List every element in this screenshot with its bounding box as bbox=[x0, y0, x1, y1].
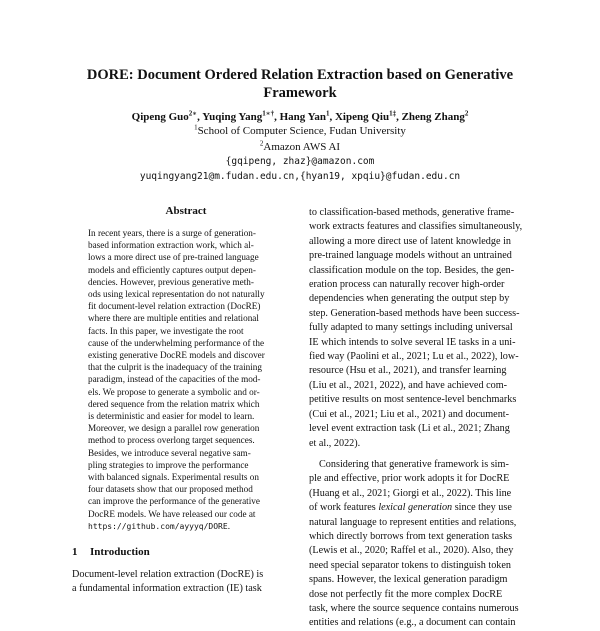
body-line: natural language to represent entities and relations, bbox=[309, 516, 517, 528]
code-link[interactable]: https://github.com/ayyyq/DORE bbox=[88, 521, 228, 531]
body-line: allowing a more direct use of latent knowledge in bbox=[309, 235, 511, 247]
author-list: Qipeng Guo$^{2∗}$, Yuqing Yang$^{1∗\dagger}$, Hang Yan$^1$, Xipeng Qiu$^{1\ddagger}$, Zheng Zhang$^2$ bbox=[131, 109, 469, 123]
title-line-2: Framework bbox=[263, 85, 337, 101]
intro-line: Document-level relation extraction (DocRE) is bbox=[72, 569, 264, 580]
abstract-line: dered sequence from the relation matrix which bbox=[88, 398, 260, 409]
affiliation-mark: 1 bbox=[194, 123, 198, 132]
abstract-line: pling strategies to improve the performance bbox=[88, 459, 249, 470]
abstract-line: Moreover, we design a parallel row generation bbox=[88, 423, 260, 434]
abstract-line: paradigm, instead of the capacities of the mod- bbox=[88, 374, 261, 385]
abstract-line: Besides, we introduce several negative sam- bbox=[88, 447, 251, 458]
abstract-line: In recent years, there is a surge of generation- bbox=[88, 228, 256, 238]
email-line-2: yuqingyang21@m.fudan.edu.cn,{hyan19, xpqiu}@fudan.edu.cn bbox=[139, 171, 461, 182]
body-line: work extracts features and classifies simultaneously, bbox=[309, 221, 523, 233]
body-line-italic bbox=[309, 501, 531, 515]
code-suffix: . bbox=[227, 520, 230, 531]
body-line: level event extraction task (Li et al., 2021; Zhang bbox=[309, 423, 510, 435]
body-line: to classification-based methods, generative frame- bbox=[309, 207, 515, 218]
author-mark: 1∗† bbox=[262, 109, 275, 118]
body-line: step. Generation-based methods have been success- bbox=[309, 307, 520, 319]
body-line: fully adapted to many settings including universal bbox=[309, 322, 513, 334]
author-mark: 2 bbox=[464, 109, 469, 118]
body-line: dose not perfectly fit the more complex DocRE bbox=[309, 588, 503, 600]
body-line: petitive results on most sentence-level benchmarks bbox=[309, 394, 517, 406]
introduction-body bbox=[72, 568, 292, 597]
italic-term: lexical generation bbox=[378, 502, 453, 514]
abstract-line: existing generative DocRE models and discover bbox=[88, 350, 265, 361]
abstract-line: can improve the performance of the generative bbox=[88, 496, 260, 507]
body-line: (Lewis et al., 2020; Raffel et al., 2020). Also, they bbox=[309, 545, 514, 557]
abstract-line: els. We propose to generate a symbolic and or- bbox=[88, 386, 260, 397]
body-line: Considering that generative framework is sim- bbox=[319, 458, 509, 470]
email-line-1: {gqipeng, zhaz}@amazon.com bbox=[225, 156, 375, 167]
abstract-line: DocRE models. We have released our code at bbox=[88, 508, 256, 519]
author-name: Xipeng Qiu bbox=[334, 111, 390, 123]
abstract-line: lows a more direct use of pre-trained language bbox=[88, 252, 259, 263]
abstract-line: fit document-level relation extraction (DocRE) bbox=[88, 301, 261, 312]
body-line: (Cui et al., 2021; Liu et al., 2021) and document- bbox=[309, 408, 510, 420]
body-line: pre-trained language models without an untrained bbox=[309, 250, 512, 262]
affiliation-text: School of Computer Science, Fudan University bbox=[197, 125, 406, 137]
title-line-1: DORE: Document Ordered Relation Extraction based on Generative bbox=[86, 67, 514, 83]
body-line: spans. However, the lexical generation paradigm bbox=[309, 574, 508, 586]
intro-line: a fundamental information extraction (IE) task bbox=[72, 583, 262, 595]
author-name: Qipeng Guo bbox=[131, 111, 189, 123]
body-line: need special separator tokens to distinguish token bbox=[309, 559, 512, 571]
affiliation-1 bbox=[40, 124, 560, 138]
abstract-body bbox=[88, 227, 280, 533]
abstract-line: method to process overlong target sequences. bbox=[88, 435, 255, 446]
abstract-code-line bbox=[88, 520, 280, 533]
paragraph-gap bbox=[309, 451, 531, 458]
abstract-line: where there are multiple entities and relational bbox=[88, 313, 259, 324]
section-title: Introduction bbox=[90, 546, 150, 558]
affiliation-mark: 2 bbox=[259, 139, 264, 148]
text-fragment: of work features bbox=[309, 502, 379, 514]
author-mark: 1‡ bbox=[389, 109, 397, 118]
author-mark: 2∗ bbox=[188, 109, 198, 118]
body-line: (Liu et al., 2021, 2022), and have achieved com- bbox=[309, 379, 508, 391]
abstract-line: is deterministic and easier for model to learn. bbox=[88, 411, 255, 422]
abstract-line: that the culprit is the inadequacy of the training bbox=[88, 362, 262, 373]
right-column-text bbox=[309, 206, 531, 631]
abstract-heading: Abstract bbox=[165, 205, 207, 217]
abstract-line: with balanced signals. Experimental results on bbox=[88, 472, 259, 483]
affiliation-2 bbox=[40, 140, 560, 154]
body-line: et al., 2022). bbox=[309, 437, 361, 449]
abstract-line: four datasets show that our proposed method bbox=[88, 484, 253, 495]
author-mark: 1 bbox=[325, 109, 330, 118]
affiliation-text: Amazon AWS AI bbox=[263, 141, 341, 153]
author-name: Zheng Zhang bbox=[401, 111, 465, 123]
body-line: task, where the source sequence contains numerous bbox=[309, 602, 519, 614]
abstract-line: dencies. However, previous generative meth- bbox=[88, 276, 254, 287]
body-line: eration process can naturally recover high-order bbox=[309, 279, 505, 291]
section-heading-introduction bbox=[72, 546, 150, 558]
body-line: fied way (Paolini et al., 2021; Lu et al., 2022), low- bbox=[309, 351, 519, 363]
author-name: Yuqing Yang bbox=[202, 111, 263, 123]
body-line: entities and relations (e.g., a document can contain bbox=[309, 617, 516, 629]
abstract-line: ods using lexical representation do not naturally bbox=[88, 289, 265, 300]
body-line: dependencies when generating the output step by bbox=[309, 293, 510, 305]
abstract-line: cause of the underwhelming performance of the bbox=[88, 337, 265, 348]
text-fragment: since they use bbox=[452, 502, 512, 514]
abstract-line: facts. In this paper, we investigate the root bbox=[88, 325, 244, 336]
abstract-line: based information extraction work, which al- bbox=[88, 240, 254, 251]
body-line: ple and effective, prior work adopts it for DocRE bbox=[309, 473, 510, 485]
section-number: 1 bbox=[72, 546, 78, 558]
body-line: resource (Hsu et al., 2021), and transfer learning bbox=[309, 365, 507, 377]
paper-title bbox=[60, 66, 540, 102]
abstract-line: models and efficiently captures output depen- bbox=[88, 264, 256, 275]
body-line: (Huang et al., 2021; Giorgi et al., 2022). This line bbox=[309, 487, 512, 499]
body-line: IE which intends to solve several IE tasks in a uni- bbox=[309, 336, 516, 348]
body-line: which directly borrows from text generation tasks bbox=[309, 530, 513, 542]
body-line: classification module on the top. Besides, the gen- bbox=[309, 264, 515, 276]
author-name: Hang Yan bbox=[279, 111, 326, 123]
